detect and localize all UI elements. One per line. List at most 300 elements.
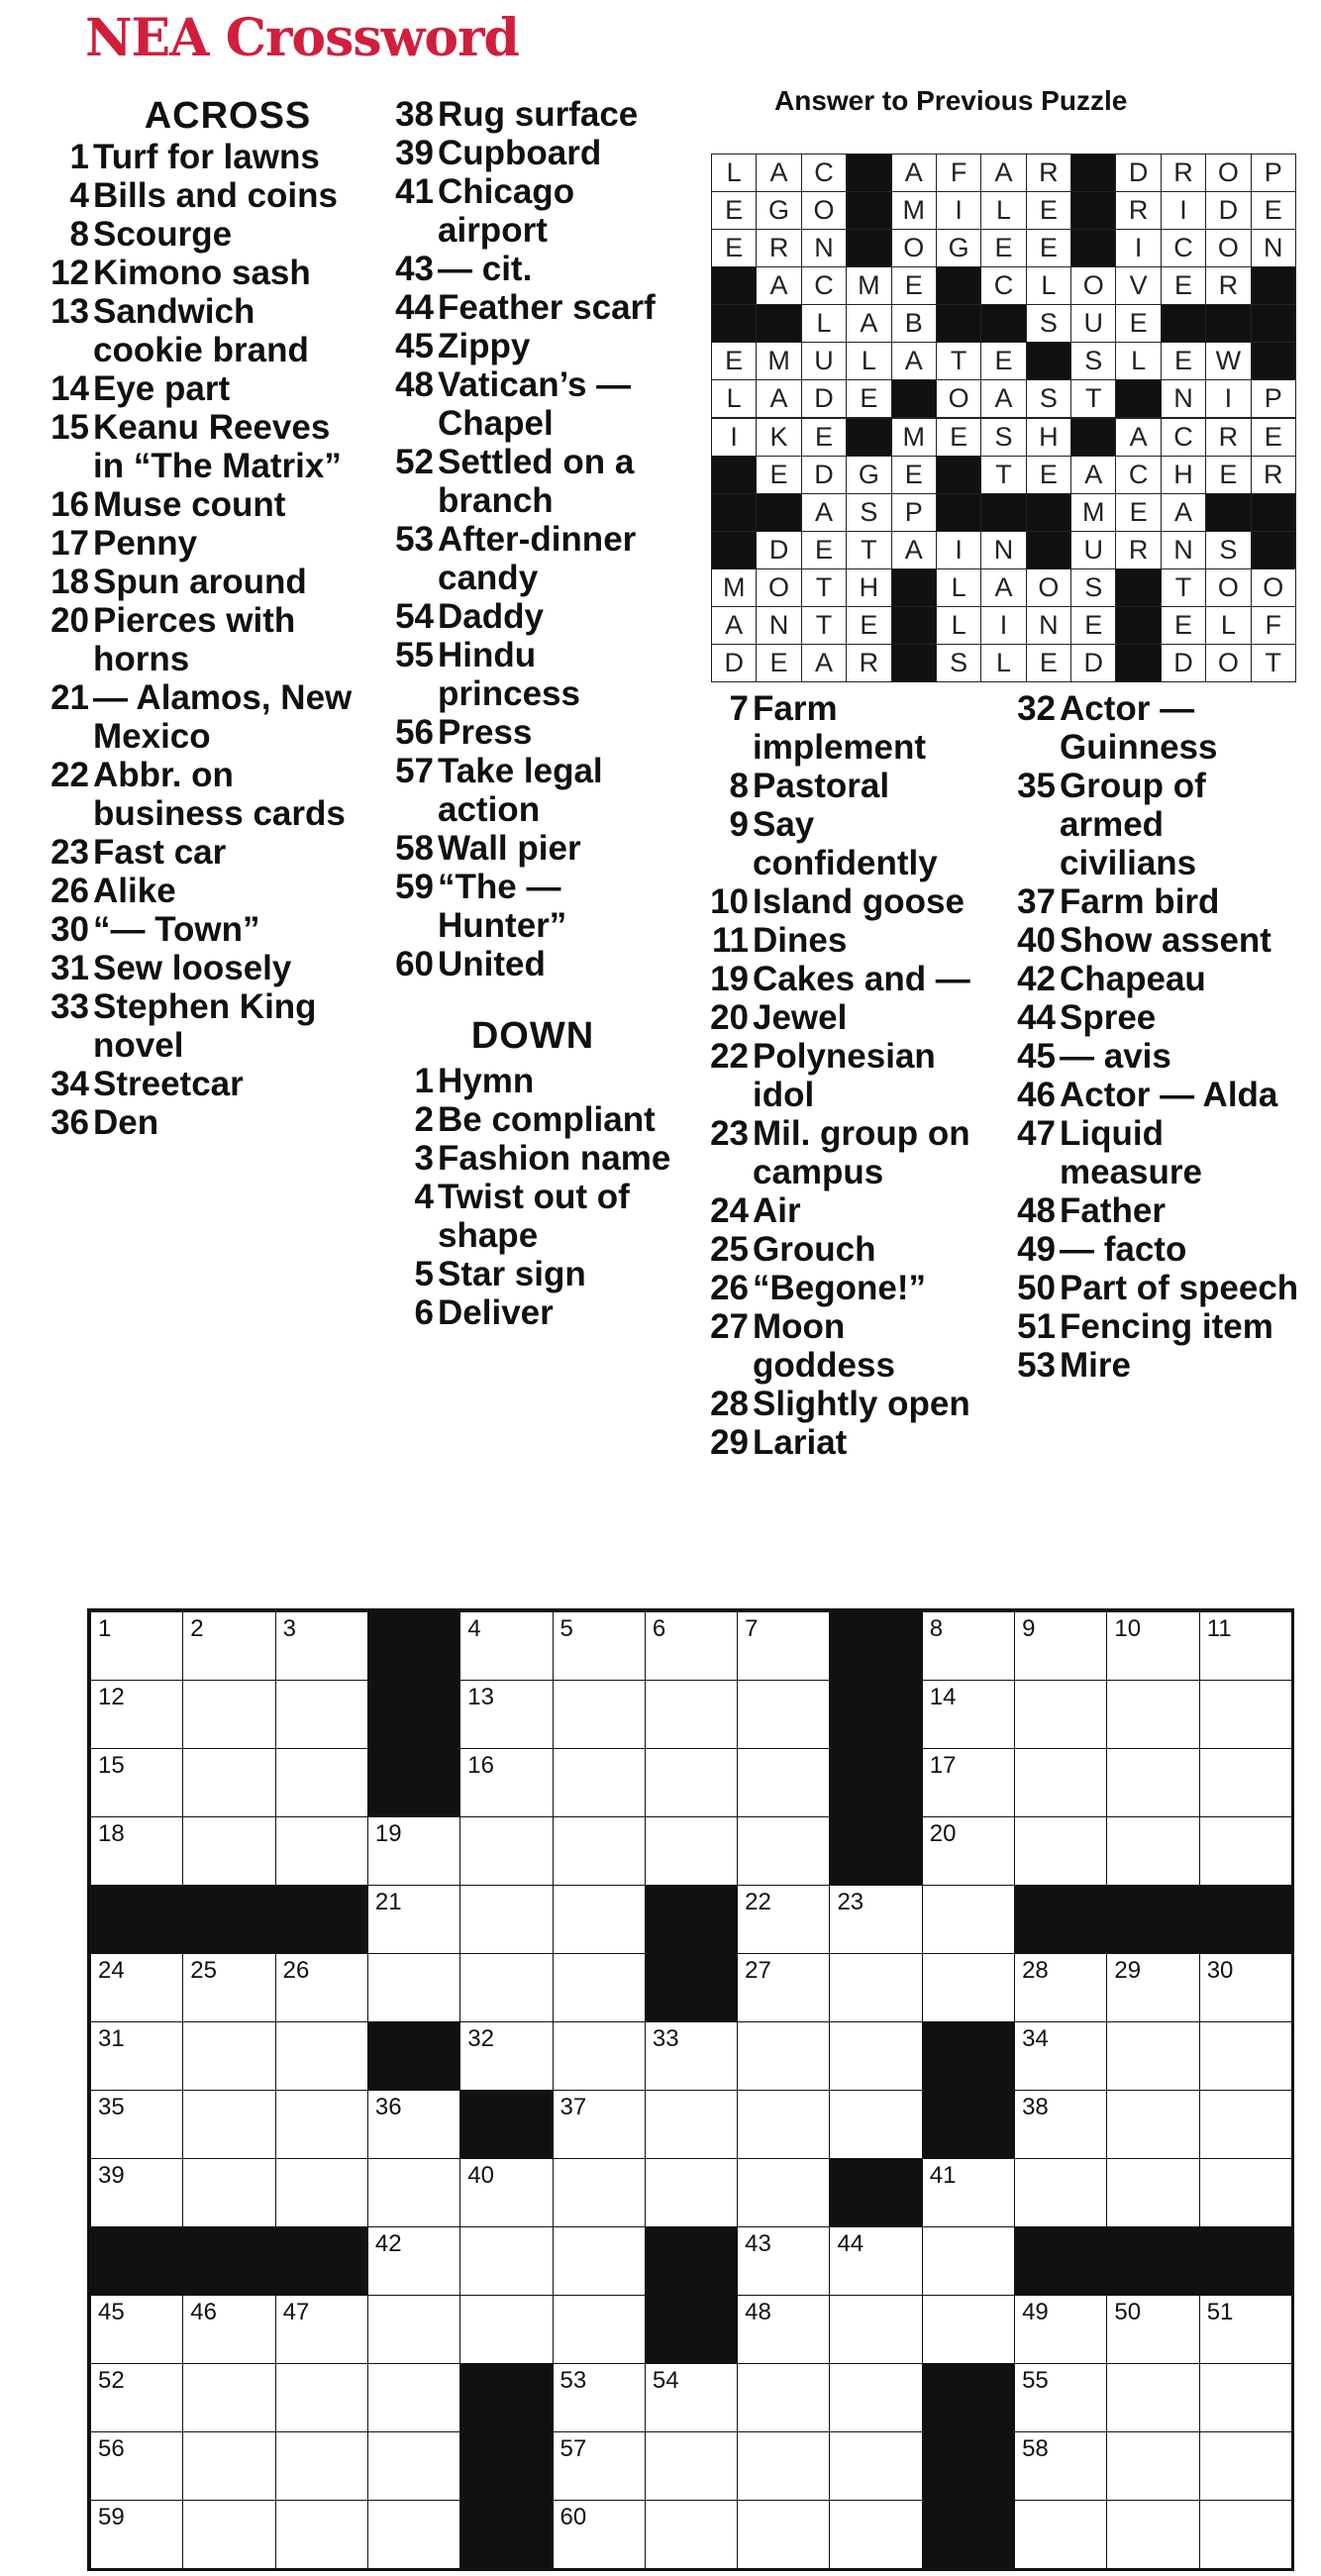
- answer-cell: L: [936, 606, 981, 645]
- answer-block: [846, 154, 891, 192]
- grid-cell[interactable]: [645, 1680, 738, 1749]
- clue-text: Say confidently: [753, 805, 938, 882]
- grid-cell[interactable]: [829, 2295, 922, 2364]
- grid-cell[interactable]: [459, 2295, 553, 2364]
- grid-cell[interactable]: [922, 1885, 1015, 1954]
- across-clue-52: [384, 443, 681, 520]
- grid-cell[interactable]: [737, 2226, 830, 2296]
- grid-cell[interactable]: [1199, 2158, 1292, 2227]
- clue-number: 53: [395, 520, 434, 559]
- answer-cell: A: [980, 154, 1026, 192]
- clue-number: 38: [395, 95, 434, 134]
- cell-number: 39: [98, 2162, 125, 2189]
- grid-cell[interactable]: [275, 2158, 368, 2227]
- across-clue-31: [40, 949, 366, 987]
- grid-cell[interactable]: [275, 1748, 368, 1817]
- clue-number: 8: [729, 767, 749, 805]
- clue-number: 3: [414, 1139, 434, 1178]
- clue-text: Chicago airport: [438, 172, 575, 250]
- answer-block: [936, 304, 981, 343]
- grid-cell[interactable]: [922, 1748, 1015, 1817]
- answer-cell: S: [1205, 531, 1251, 569]
- grid-cell[interactable]: [1106, 2431, 1199, 2501]
- clue-text: Farm bird: [1060, 882, 1220, 921]
- grid-cell[interactable]: [553, 2363, 646, 2432]
- clue-number: 19: [710, 960, 749, 998]
- grid-cell[interactable]: [1199, 1748, 1292, 1817]
- grid-cell[interactable]: [922, 2226, 1015, 2296]
- grid-cell[interactable]: [737, 2090, 830, 2159]
- clue-number: 37: [1017, 882, 1056, 921]
- grid-cell[interactable]: [1199, 2090, 1292, 2159]
- answer-cell: L: [846, 342, 891, 380]
- clue-number: 15: [51, 408, 89, 447]
- cell-number: 16: [467, 1752, 494, 1779]
- answer-cell: U: [1070, 304, 1116, 343]
- clue-number: 2: [414, 1100, 434, 1139]
- grid-cell[interactable]: [1014, 2158, 1107, 2227]
- grid-cell[interactable]: [1199, 1611, 1292, 1681]
- clue-number: 14: [51, 369, 89, 408]
- grid-cell[interactable]: [459, 1885, 553, 1954]
- cell-number: 2: [190, 1615, 204, 1642]
- grid-cell[interactable]: [922, 2295, 1015, 2364]
- grid-cell[interactable]: [553, 2021, 646, 2091]
- grid-cell[interactable]: [459, 2226, 553, 2296]
- cell-number: 18: [98, 1820, 125, 1847]
- grid-cell[interactable]: [90, 1748, 183, 1817]
- grid-cell[interactable]: [275, 2295, 368, 2364]
- grid-cell[interactable]: [645, 2500, 738, 2569]
- grid-cell[interactable]: [737, 2021, 830, 2091]
- grid-block: [922, 2500, 1015, 2569]
- grid-cell[interactable]: [829, 2363, 922, 2432]
- grid-cell[interactable]: [275, 2363, 368, 2432]
- grid-cell[interactable]: [367, 1816, 460, 1886]
- answer-cell: C: [801, 154, 847, 192]
- grid-block: [1199, 1885, 1292, 1954]
- clue-number: 20: [51, 601, 89, 640]
- answer-cell: V: [1115, 266, 1161, 305]
- clue-number: 20: [710, 998, 749, 1037]
- grid-block: [90, 1885, 183, 1954]
- cell-number: 35: [98, 2094, 125, 2120]
- grid-cell[interactable]: [182, 2158, 275, 2227]
- answer-cell: E: [1251, 191, 1296, 230]
- grid-cell[interactable]: [90, 2500, 183, 2569]
- grid-cell[interactable]: [645, 2090, 738, 2159]
- down-clue-44: [1006, 998, 1303, 1037]
- grid-cell[interactable]: [459, 1816, 553, 1886]
- clue-text: Hindu princess: [438, 636, 580, 713]
- clue-number: 40: [1017, 921, 1056, 960]
- grid-cell[interactable]: [829, 2021, 922, 2091]
- grid-cell[interactable]: [90, 1953, 183, 2022]
- answer-cell: A: [980, 379, 1026, 418]
- grid-cell[interactable]: [1014, 1953, 1107, 2022]
- grid-cell[interactable]: [367, 1953, 460, 2022]
- grid-cell[interactable]: [737, 1953, 830, 2022]
- grid-cell[interactable]: [922, 1680, 1015, 1749]
- grid-cell[interactable]: [553, 2090, 646, 2159]
- answer-cell: A: [1115, 418, 1161, 457]
- grid-cell[interactable]: [459, 1680, 553, 1749]
- grid-cell[interactable]: [275, 2431, 368, 2501]
- grid-cell[interactable]: [645, 2021, 738, 2091]
- grid-cell[interactable]: [182, 1816, 275, 1886]
- grid-cell[interactable]: [1199, 2500, 1292, 2569]
- grid-cell[interactable]: [553, 2158, 646, 2227]
- grid-cell[interactable]: [737, 2295, 830, 2364]
- grid-cell[interactable]: [182, 2295, 275, 2364]
- grid-cell[interactable]: [367, 2500, 460, 2569]
- cell-number: 50: [1114, 2299, 1142, 2325]
- grid-cell[interactable]: [459, 1953, 553, 2022]
- answer-cell: A: [846, 304, 891, 343]
- grid-cell[interactable]: [182, 2431, 275, 2501]
- grid-cell[interactable]: [182, 1953, 275, 2022]
- grid-block: [645, 2295, 738, 2364]
- clue-number: 29: [710, 1423, 749, 1462]
- answer-block: [1251, 493, 1296, 532]
- grid-block: [1014, 2226, 1107, 2296]
- grid-cell[interactable]: [1199, 1680, 1292, 1749]
- cell-number: 10: [1114, 1615, 1142, 1642]
- grid-cell[interactable]: [829, 1953, 922, 2022]
- grid-cell[interactable]: [90, 1816, 183, 1886]
- clue-text: Show assent: [1060, 921, 1271, 960]
- answer-cell: F: [1251, 606, 1296, 645]
- grid-cell[interactable]: [922, 1611, 1015, 1681]
- grid-cell[interactable]: [553, 2500, 646, 2569]
- grid-cell[interactable]: [829, 2431, 922, 2501]
- grid-cell[interactable]: [553, 1748, 646, 1817]
- answer-cell: C: [980, 266, 1026, 305]
- answer-cell: P: [891, 493, 937, 532]
- grid-cell[interactable]: [90, 1680, 183, 1749]
- grid-cell[interactable]: [275, 1611, 368, 1681]
- grid-cell[interactable]: [1199, 1816, 1292, 1886]
- answer-cell: A: [980, 568, 1026, 607]
- across-clue-22: [40, 756, 366, 833]
- down-clue-46: [1006, 1076, 1303, 1114]
- grid-cell[interactable]: [645, 1748, 738, 1817]
- grid-cell[interactable]: [1014, 2295, 1107, 2364]
- answer-cell: G: [846, 456, 891, 494]
- grid-cell[interactable]: [90, 2431, 183, 2501]
- grid-cell[interactable]: [645, 2431, 738, 2501]
- clue-text: Star sign: [438, 1255, 586, 1293]
- grid-cell[interactable]: [553, 1680, 646, 1749]
- grid-cell[interactable]: [367, 2158, 460, 2227]
- clue-number: 23: [710, 1114, 749, 1153]
- answer-block: [1115, 379, 1161, 418]
- clue-number: 11: [712, 921, 749, 960]
- down-clue-24: [699, 1191, 996, 1230]
- cell-number: 5: [559, 1615, 573, 1642]
- grid-cell[interactable]: [182, 2363, 275, 2432]
- down-clue-5: [384, 1255, 681, 1293]
- answer-cell: I: [1161, 191, 1206, 230]
- grid-cell[interactable]: [1106, 1816, 1199, 1886]
- clue-number: 45: [395, 327, 434, 365]
- down-clue-29: [699, 1423, 996, 1462]
- grid-cell[interactable]: [367, 2295, 460, 2364]
- grid-cell[interactable]: [645, 1816, 738, 1886]
- down-clue-2: [384, 1100, 681, 1139]
- grid-cell[interactable]: [275, 1953, 368, 2022]
- grid-cell[interactable]: [459, 2021, 553, 2091]
- grid-cell[interactable]: [1106, 1748, 1199, 1817]
- grid-cell[interactable]: [737, 2431, 830, 2501]
- cell-number: 19: [374, 1820, 402, 1847]
- grid-cell[interactable]: [737, 1748, 830, 1817]
- answer-block: [891, 379, 937, 418]
- grid-cell[interactable]: [182, 1680, 275, 1749]
- grid-cell[interactable]: [1014, 1611, 1107, 1681]
- down-clue-51: [1006, 1307, 1303, 1346]
- clue-text: Wall pier: [438, 829, 581, 868]
- grid-cell[interactable]: [1014, 2500, 1107, 2569]
- grid-cell[interactable]: [645, 2158, 738, 2227]
- answer-block: [1026, 531, 1071, 569]
- answer-cell: E: [891, 266, 937, 305]
- grid-cell[interactable]: [553, 1816, 646, 1886]
- grid-cell[interactable]: [1199, 2363, 1292, 2432]
- grid-cell[interactable]: [90, 2021, 183, 2091]
- grid-cell[interactable]: [737, 1611, 830, 1681]
- grid-cell[interactable]: [737, 1816, 830, 1886]
- across-clue-55: [384, 636, 681, 713]
- across-clue-4: [40, 176, 366, 215]
- grid-cell[interactable]: [737, 1885, 830, 1954]
- answer-cell: E: [756, 644, 801, 682]
- grid-cell[interactable]: [922, 2158, 1015, 2227]
- answer-block: [1070, 191, 1116, 230]
- cell-number: 60: [559, 2504, 587, 2530]
- cell-number: 53: [559, 2367, 587, 2394]
- grid-cell[interactable]: [553, 1885, 646, 1954]
- across-clue-34: [40, 1065, 366, 1103]
- grid-cell[interactable]: [275, 2090, 368, 2159]
- grid-cell[interactable]: [182, 2021, 275, 2091]
- grid-cell[interactable]: [90, 2363, 183, 2432]
- grid-cell[interactable]: [182, 2500, 275, 2569]
- answer-cell: I: [936, 531, 981, 569]
- grid-cell[interactable]: [922, 1953, 1015, 2022]
- grid-cell[interactable]: [1106, 2158, 1199, 2227]
- grid-cell[interactable]: [1106, 2090, 1199, 2159]
- grid-cell[interactable]: [275, 1816, 368, 1886]
- grid-cell[interactable]: [737, 2500, 830, 2569]
- grid-cell[interactable]: [182, 2090, 275, 2159]
- answer-cell: I: [711, 418, 757, 457]
- cell-number: 57: [559, 2435, 587, 2462]
- grid-cell[interactable]: [1106, 2295, 1199, 2364]
- grid-cell[interactable]: [459, 1748, 553, 1817]
- grid-cell[interactable]: [182, 1748, 275, 1817]
- clue-number: 46: [1017, 1076, 1056, 1114]
- clue-text: Penny: [93, 524, 198, 563]
- grid-cell[interactable]: [1014, 2363, 1107, 2432]
- grid-cell[interactable]: [367, 1885, 460, 1954]
- grid-cell[interactable]: [367, 2431, 460, 2501]
- grid-cell[interactable]: [553, 1953, 646, 2022]
- answer-cell: E: [891, 456, 937, 494]
- grid-cell[interactable]: [367, 2226, 460, 2296]
- grid-cell[interactable]: [459, 2158, 553, 2227]
- across-clue-58: [384, 829, 681, 868]
- grid-cell[interactable]: [1014, 1816, 1107, 1886]
- grid-cell[interactable]: [553, 1611, 646, 1681]
- cell-number: 47: [282, 2299, 310, 2325]
- grid-cell[interactable]: [275, 2500, 368, 2569]
- answer-cell: T: [936, 342, 981, 380]
- answer-cell: M: [891, 191, 937, 230]
- answer-cell: O: [801, 191, 847, 230]
- grid-block: [459, 2363, 553, 2432]
- across-clue-21: [40, 678, 366, 756]
- down-clue-45: [1006, 1037, 1303, 1076]
- answer-grid: [711, 154, 1295, 681]
- grid-cell[interactable]: [829, 2500, 922, 2569]
- grid-cell[interactable]: [1106, 1953, 1199, 2022]
- grid-cell[interactable]: [553, 2431, 646, 2501]
- answer-block: [1115, 606, 1161, 645]
- answer-cell: O: [1205, 644, 1251, 682]
- answer-block: [711, 493, 757, 532]
- down-clue-37: [1006, 882, 1303, 921]
- grid-block: [367, 1611, 460, 1681]
- grid-cell[interactable]: [367, 2363, 460, 2432]
- clue-number: 30: [51, 910, 89, 949]
- grid-cell[interactable]: [1106, 1680, 1199, 1749]
- clue-number: 10: [710, 882, 749, 921]
- grid-cell[interactable]: [1199, 2431, 1292, 2501]
- grid-cell[interactable]: [90, 1611, 183, 1681]
- grid-cell[interactable]: [737, 2158, 830, 2227]
- grid-cell[interactable]: [367, 2090, 460, 2159]
- clue-text: Chapeau: [1060, 960, 1206, 998]
- answer-cell: E: [756, 456, 801, 494]
- clue-text: Kimono sash: [93, 254, 311, 292]
- clue-number: 54: [395, 597, 434, 636]
- clue-number: 27: [710, 1307, 749, 1346]
- answer-cell: N: [756, 606, 801, 645]
- clue-number: 4: [414, 1178, 434, 1216]
- cell-number: 54: [652, 2367, 679, 2394]
- grid-cell[interactable]: [553, 2295, 646, 2364]
- answer-cell: E: [801, 418, 847, 457]
- grid-block: [645, 1953, 738, 2022]
- grid-cell[interactable]: [1014, 1680, 1107, 1749]
- grid-block: [182, 2226, 275, 2296]
- answer-cell: U: [801, 342, 847, 380]
- answer-cell: O: [891, 229, 937, 267]
- clue-number: 1: [69, 138, 89, 176]
- clue-number: 34: [51, 1065, 89, 1103]
- grid-cell[interactable]: [275, 2021, 368, 2091]
- grid-cell[interactable]: [1014, 2021, 1107, 2091]
- clue-number: 31: [51, 949, 89, 987]
- answer-cell: D: [1205, 191, 1251, 230]
- down-clue-53: [1006, 1346, 1303, 1385]
- grid-cell[interactable]: [553, 2226, 646, 2296]
- grid-cell[interactable]: [922, 1816, 1015, 1886]
- grid-cell[interactable]: [829, 1885, 922, 1954]
- clue-number: 22: [51, 756, 89, 794]
- grid-cell[interactable]: [829, 2226, 922, 2296]
- cell-number: 41: [929, 2162, 957, 2189]
- across-clue-36: [40, 1103, 366, 1142]
- across-clue-54: [384, 597, 681, 636]
- answer-cell: W: [1205, 342, 1251, 380]
- answer-cell: E: [1115, 304, 1161, 343]
- clue-text: Spun around: [93, 563, 307, 601]
- answer-cell: A: [756, 154, 801, 192]
- grid-cell[interactable]: [182, 1611, 275, 1681]
- cell-number: 7: [745, 1615, 759, 1642]
- cell-number: 15: [98, 1752, 125, 1779]
- answer-cell: C: [1161, 418, 1206, 457]
- answer-cell: D: [801, 456, 847, 494]
- answer-block: [1251, 531, 1296, 569]
- cell-number: 37: [559, 2094, 587, 2120]
- answer-block: [1251, 266, 1296, 305]
- grid-cell[interactable]: [1014, 1748, 1107, 1817]
- grid-cell[interactable]: [645, 2363, 738, 2432]
- grid-block: [1014, 1885, 1107, 1954]
- down-clue-40: [1006, 921, 1303, 960]
- down-clue-20: [699, 998, 996, 1037]
- grid-cell[interactable]: [1199, 2295, 1292, 2364]
- grid-cell[interactable]: [1199, 2021, 1292, 2091]
- clue-number: 48: [395, 365, 434, 404]
- grid-cell[interactable]: [1106, 2021, 1199, 2091]
- cell-number: 32: [467, 2025, 494, 2052]
- page-title: NEA Crossword: [85, 8, 519, 68]
- grid-cell[interactable]: [90, 2158, 183, 2227]
- down-clue-3: [384, 1139, 681, 1178]
- grid-cell[interactable]: [1199, 1953, 1292, 2022]
- grid-cell[interactable]: [1014, 2431, 1107, 2501]
- grid-cell[interactable]: [829, 2090, 922, 2159]
- clue-text: Deliver: [438, 1293, 554, 1332]
- answer-cell: S: [1026, 304, 1071, 343]
- answer-block: [846, 191, 891, 230]
- across-clue-13: [40, 292, 366, 369]
- grid-cell[interactable]: [1106, 2363, 1199, 2432]
- grid-cell[interactable]: [645, 1611, 738, 1681]
- grid-cell[interactable]: [275, 1680, 368, 1749]
- grid-cell[interactable]: [1106, 1611, 1199, 1681]
- grid-cell[interactable]: [90, 2090, 183, 2159]
- clue-number: 1: [414, 1062, 434, 1100]
- grid-cell[interactable]: [737, 2363, 830, 2432]
- down-clue-9: [699, 805, 996, 882]
- grid-cell[interactable]: [737, 1680, 830, 1749]
- answer-cell: A: [891, 342, 937, 380]
- grid-cell[interactable]: [1014, 2090, 1107, 2159]
- clue-text: Cakes and —: [753, 960, 970, 998]
- grid-cell[interactable]: [90, 2295, 183, 2364]
- grid-cell[interactable]: [1106, 2500, 1199, 2569]
- across-clue-list-2: [384, 95, 681, 983]
- grid-cell[interactable]: [459, 1611, 553, 1681]
- cell-number: 23: [837, 1889, 864, 1915]
- grid-block: [367, 1680, 460, 1749]
- cell-number: 34: [1022, 2025, 1049, 2052]
